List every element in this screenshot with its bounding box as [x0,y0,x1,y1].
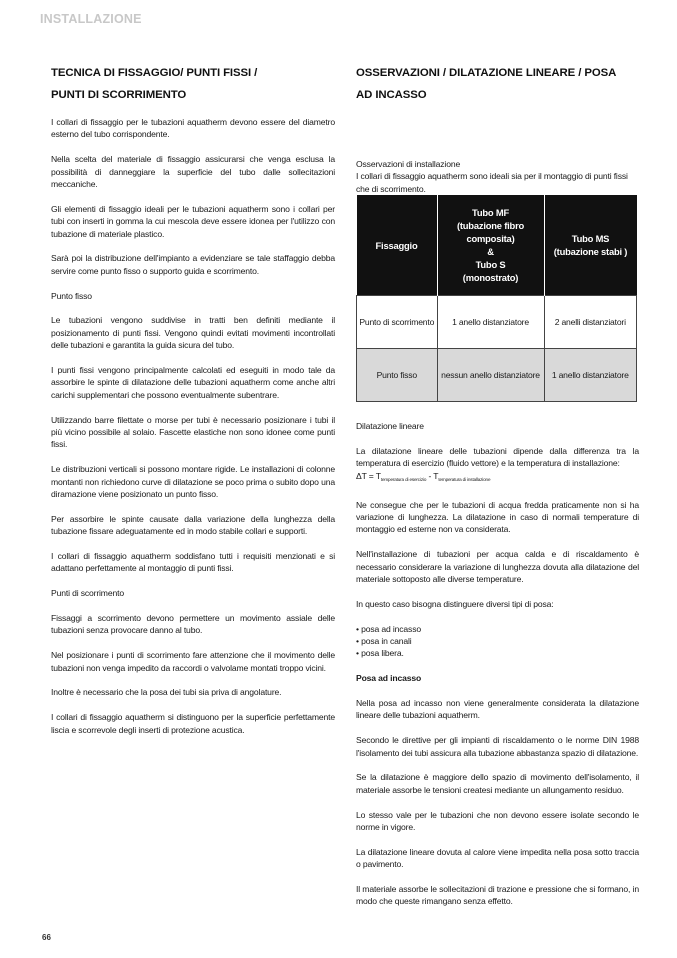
observations-intro [356,158,639,195]
paragraph: In questo caso bisogna distinguere diversi tipi di posa: [356,598,554,609]
paragraph: Nel posizionare i punti di scorrimento fare attenzione che il movimento delle tubazioni non venga impedito da raccordi o valvolame montati troppo vicini. [51,650,335,673]
page-number: 66 [42,933,51,942]
paragraph: La dilatazione lineare delle tubazioni dipende dalla differenza tra la temperatura di esercizio (fluido vettore) e la temperatura di installazione: [356,446,639,469]
paragraph: Nella posa ad incasso non viene generalmente considerata la dilatazione lineare delle tubazioni aquatherm. [356,698,639,721]
header-fissaggio: Fissaggio [357,195,438,296]
delta-t-formula [356,470,639,486]
paragraph: Se la dilatazione è maggiore dello spazio di movimento dell'isolamento, il materiale assorbe le tensioni createsi mediante un allungamento residuo. [356,772,639,795]
paragraph: Sarà poi la distribuzione dell'impianto a evidenziare se tale staffaggio debba servire come punto fisso o supporto guida e scorrimento. [51,253,335,276]
formula-subscript: temperatura di installazione [438,476,491,482]
paragraph: Inoltre è necessario che la posa dei tubi sia priva di angolature. [51,687,282,698]
paragraph: I collari di fissaggio aquatherm soddisfano tutti i requisiti menzionati e si adattano perfettamente al montaggio di punti fissi. [51,551,335,574]
paragraph: Ne consegue che per le tubazioni di acqua fredda praticamente non si ha variazione di lunghezza. La dilatazione in caso di normali temperature di montaggio ed esterne non va considerata. [356,499,639,535]
table-row [357,349,637,402]
paragraph: Nell'installazione di tubazioni per acqua calda e di riscaldamento è necessario considerare la variazione di lunghezza dovuta alla dilatazione del materiale sottoposto alle diverse temperature. [356,549,639,585]
left-heading [51,62,335,106]
left-heading-line1: TECNICA DI FISSAGGIO/ PUNTI FISSI / [51,67,258,79]
paragraph: Il materiale assorbe le sollecitazioni di trazione e pressione che si formano, in modo che queste rimangano senza effetto. [356,884,639,907]
paragraph: Fissaggi a scorrimento devono permettere un movimento assiale delle tubazioni senza provocare danno al tubo. [51,613,335,636]
subheading-posa-ad-incasso: Posa ad incasso [356,673,422,684]
header-ms-line: (tubazione stabi ) [553,246,628,258]
paragraph: Utilizzando barre filettate o morse per tubi è necessario posizionare i tubi il più vicino possibile al solaio. Fascette elastiche non sono idonee come punti fissi. [51,414,335,450]
header-ms-line: Tubo MS [571,233,610,245]
table-cell: nessun anello distanziatore [437,349,544,402]
section-tag: INSTALLAZIONE [40,12,142,26]
header-mf-line: & [487,246,494,258]
table-cell: Punto di scorrimento [357,296,438,349]
observations-title: Osservazioni di installazione [356,159,461,169]
left-column [51,62,335,748]
right-heading [356,62,639,106]
right-heading-line2: AD INCASSO [356,89,427,101]
paragraph: Nella scelta del materiale di fissaggio assicurarsi che venga esclusa la possibilità di danneggiare la superficie del tubo dalle sollecitazioni meccaniche. [51,154,335,190]
subheading-punto-fisso: Punto fisso [51,290,92,301]
paragraph: Secondo le direttive per gli impianti di riscaldamento o le norme DIN 1988 l'isolamento dei tubi assicura alla tubazione abbastanza spazio di dilatazione. [356,735,639,758]
paragraph: Le distribuzioni verticali si possono montare rigide. Le installazioni di colonne montanti non richiedono curve di dilatazione se poco prima o subito dopo una diramazione viene posizionato un punto fisso. [51,464,335,500]
list-item: • posa libera. [356,647,639,659]
formula-lhs: ΔT = T [356,470,381,481]
header-mf-line: Tubo S [475,259,506,271]
table-cell: 1 anello distanziatore [544,349,637,402]
right-heading-line1: OSSERVAZIONI / DILATAZIONE LINEARE / POSA [356,67,617,79]
table-cell: 1 anello distanziatore [437,296,544,349]
subheading-punti-di-scorrimento: Punti di scorrimento [51,588,124,599]
paragraph: La dilatazione lineare dovuta al calore viene impedita nella posa sotto traccia o pavimento. [356,846,639,870]
paragraph: Lo stesso vale per le tubazioni che non devono essere isolate secondo le norme in vigore. [356,809,639,833]
table-cell: Punto fisso [357,349,438,402]
paragraph: Gli elementi di fissaggio ideali per le tubazioni aquatherm sono i collari per tubi con inserti in gomma la cui mescola deve essere idonea per l'utilizzo con tubazione di materiale plastico. [51,203,335,239]
posa-types-list [356,623,639,660]
paragraph: I punti fissi vengono principalmente calcolati ed eseguiti in modo tale da assorbire le spinte di dilatazione delle tubazioni aquatherm come anche altri carichi supplementari che possono eventualmente subentrare. [51,365,335,400]
paragraph: Per assorbire le spinte causate dalla variazione della lunghezza della tubazione fissare adeguatamente ed in modo stabile collari e supporti. [51,513,335,537]
paragraph: I collari di fissaggio per le tubazioni aquatherm devono essere del diametro esterno del tubo corrispondente. [51,117,335,140]
left-heading-line2: PUNTI DI SCORRIMENTO [51,89,187,101]
header-tubo-mf [437,195,544,296]
header-tubo-ms [544,195,637,296]
paragraph: Le tubazioni vengono suddivise in tratti ben definiti mediante il posizionamento di punti fissi. Vengono quindi evitati movimenti incontrollati delle tubazioni e garantita la guida sicura del tubo. [51,315,335,351]
formula-subscript: temperatura di esercizio [380,476,427,482]
right-column [356,62,639,920]
table-header-row [357,195,637,296]
paragraph: I collari di fissaggio aquatherm si distinguono per la superficie perfettamente liscia e scorrevole degli inserti di protezione acustica. [51,712,335,735]
table-row [357,296,637,349]
list-item: • posa ad incasso [356,623,639,635]
subheading-dilatazione-lineare: Dilatazione lineare [356,421,424,432]
header-mf-line: Tubo MF [472,207,509,219]
list-item: • posa in canali [356,635,639,647]
header-mf-line: (tubazione fibro [456,220,525,232]
observations-text: I collari di fissaggio aquatherm sono ideali sia per il montaggio di punti fissi che di scorrimento. [356,171,628,194]
table-cell: 2 anelli distanziatori [544,296,637,349]
formula-mid: - T [426,470,439,481]
header-mf-line: (monostrato) [462,272,519,284]
header-mf-line: composita) [466,233,515,245]
fixing-table [356,195,637,402]
